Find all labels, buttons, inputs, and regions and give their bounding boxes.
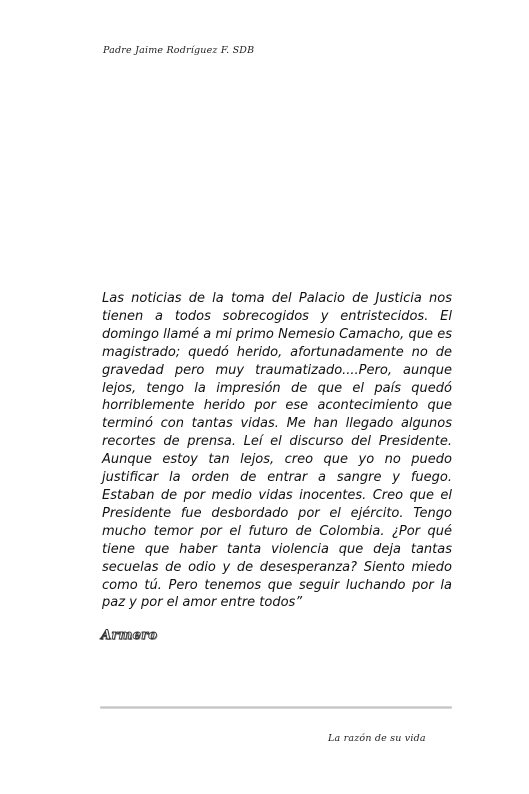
running-header-author: Padre Jaime Rodríguez F. SDB xyxy=(103,45,255,56)
footer-divider xyxy=(100,706,452,709)
running-footer-book-title: La razón de su vida xyxy=(328,733,426,744)
section-heading: Armero xyxy=(101,628,158,643)
body-paragraph: Las noticias de la toma del Palacio de Justicia nos tienen a todos sobrecogidos y entristecidos. El domingo llamé a mi primo Nemesio Camacho, que es magistrado; quedó herido, afortunadamente no de gravedad pero muy traumatizado....Pero, aunque lejos, tengo la impresión de que el país quedó horriblemente herido por ese acontecimiento que terminó con tantas vidas. Me han llegado algunos recortes de prensa. Leí el discurso del Presidente. Aunque estoy tan lejos, creo que yo no puedo justificar la orden de entrar a sangre y fuego. Estaban de por medio vidas inocentes. Creo que el Presidente fue desbordado por el ejército. Tengo mucho temor por el futuro de Colombia. ¿Por qué tiene que haber tanta violencia que deja tantas secuelas de odio y de desesperanza? Siento miedo como tú. Pero tenemos que seguir luchando por la paz y por el amor entre todos” xyxy=(102,291,452,611)
